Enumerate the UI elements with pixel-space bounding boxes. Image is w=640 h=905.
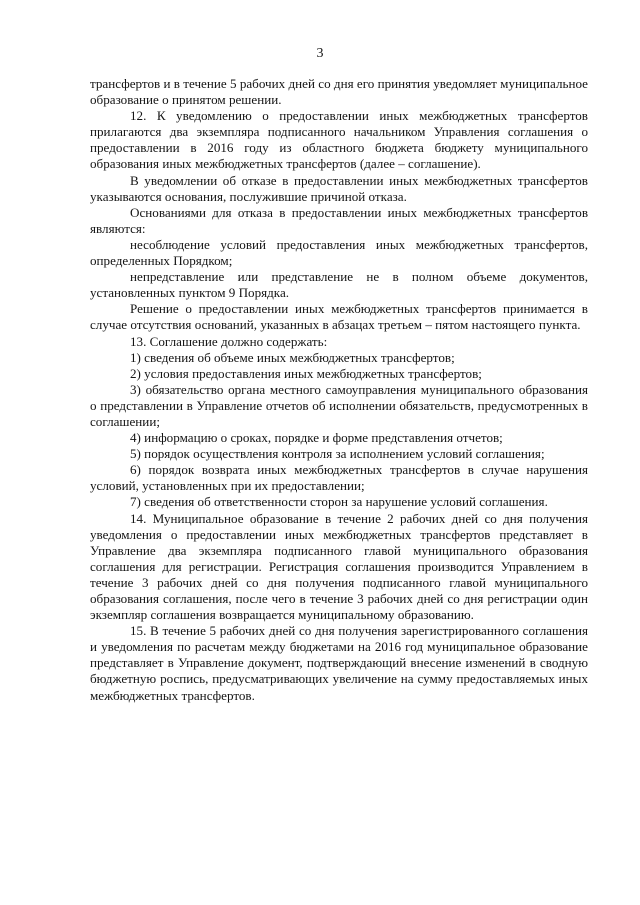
paragraph: Основаниями для отказа в предоставлении иных межбюджетных трансфертов являются:: [90, 204, 588, 236]
paragraph: 14. Муниципальное образование в течение 2 рабочих дней со дня получения уведомления о предоставлении иных межбюджетных трансфертов представляет в Управление два экземпляра подписанного главой муниципального образования соглашения для регистрации. Регистрация соглашения производится Управлением в течение 3 рабочих дней со дня получения подписанного главой муниципального образования соглашения, после чего в течение 3 рабочих дней со дня регистрации один экземпляр соглашения возвращается муниципальному образованию.: [90, 510, 588, 623]
paragraph: трансфертов и в течение 5 рабочих дней со дня его принятия уведомляет муниципальное образование о принятом решении.: [90, 76, 588, 108]
list-item: 2) условия предоставления иных межбюджетных трансфертов;: [130, 365, 482, 381]
list-item: 7) сведения об ответственности сторон за нарушение условий соглашения.: [130, 494, 548, 510]
paragraph: В уведомлении об отказе в предоставлении иных межбюджетных трансфертов указываются основания, послужившие причиной отказа.: [90, 172, 588, 204]
page-number: 3: [316, 46, 324, 61]
list-item: 4) информацию о сроках, порядке и форме представления отчетов;: [130, 430, 503, 446]
paragraph: Решение о предоставлении иных межбюджетных трансфертов принимается в случае отсутствия оснований, указанных в абзацах третьем – пятом настоящего пункта.: [90, 301, 588, 333]
paragraph: 12. К уведомлению о предоставлении иных межбюджетных трансфертов прилагаются два экземпляра подписанного начальником Управления соглашения о предоставлении в 2016 году из областного бюджета бюджету муниципального образования иных межбюджетных трансфертов (далее – соглашение).: [90, 108, 588, 172]
list-item: 3) обязательство органа местного самоуправления муниципального образования о представлении в Управление отчетов об исполнении обязательств, предусмотренных в соглашении;: [90, 381, 588, 429]
document-body: [90, 76, 588, 704]
paragraph: 13. Соглашение должно содержать:: [130, 333, 328, 349]
paragraph: непредставление или представление не в полном объеме документов, установленных пунктом 9 Порядка.: [90, 269, 588, 301]
paragraph: 15. В течение 5 рабочих дней со дня получения зарегистрированного соглашения и уведомления по расчетам между бюджетами на 2016 год муниципальное образование представляет в Управление документ, подтверждающий внесение изменений в сводную бюджетную роспись, предусматривающих увеличение на сумму предоставляемых иных межбюджетных трансфертов.: [90, 623, 588, 703]
list-item: 6) порядок возврата иных межбюджетных трансфертов в случае нарушения условий, установленных при их предоставлении;: [90, 462, 588, 494]
list-item: 5) порядок осуществления контроля за исполнением условий соглашения;: [130, 446, 545, 462]
paragraph: несоблюдение условий предоставления иных межбюджетных трансфертов, определенных Порядком;: [90, 236, 588, 269]
list-item: 1) сведения об объеме иных межбюджетных трансфертов;: [130, 349, 455, 365]
